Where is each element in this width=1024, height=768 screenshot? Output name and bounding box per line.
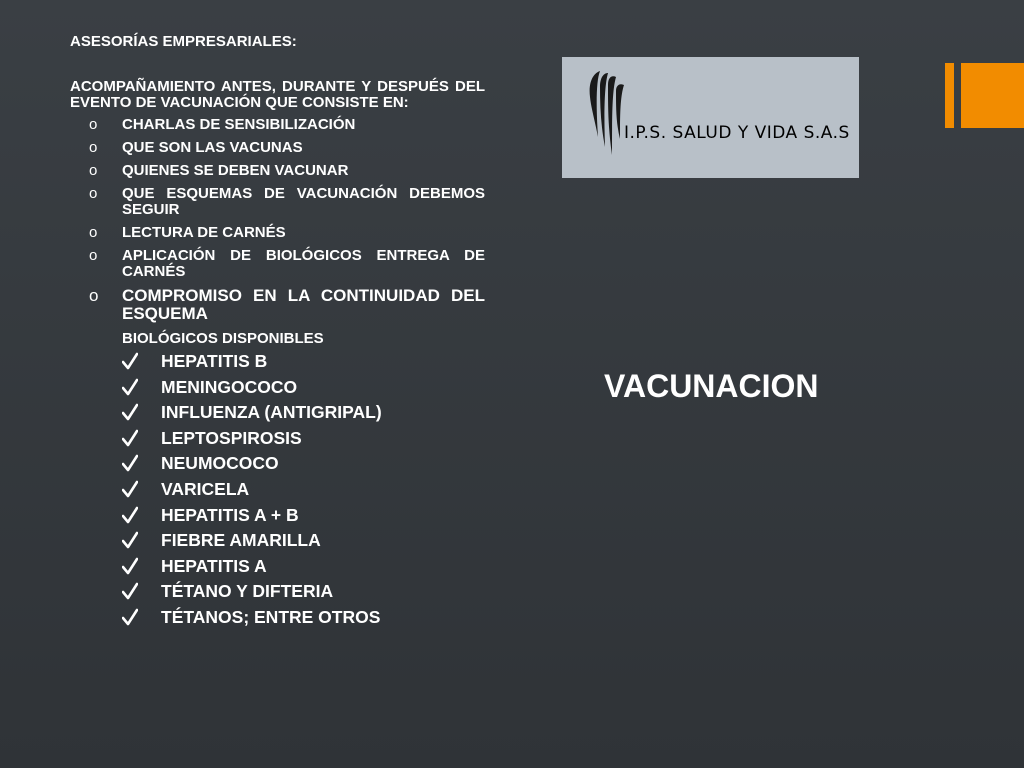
accent-bar-thin bbox=[945, 63, 954, 128]
list-item: o QUE ESQUEMAS DE VACUNACIÓN DEBEMOS SEGUIR bbox=[89, 185, 485, 218]
accent-bar-wide bbox=[961, 63, 1024, 128]
check-mark-icon bbox=[122, 582, 138, 600]
bullet-icon: o bbox=[89, 139, 98, 156]
logo-text: I.P.S. SALUD Y VIDA S.A.S bbox=[624, 123, 850, 143]
list-item: o COMPROMISO EN LA CONTINUIDAD DEL ESQUEMA bbox=[89, 286, 485, 323]
check-mark-icon bbox=[122, 454, 138, 472]
list-item: HEPATITIS A bbox=[122, 556, 485, 582]
intro-paragraph: ACOMPAÑAMIENTO ANTES, DURANTE Y DESPUÉS DEL EVENTO DE VACUNACIÓN QUE CONSISTE EN: bbox=[70, 78, 485, 111]
list-item: MENINGOCOCO bbox=[122, 377, 485, 403]
check-mark-icon bbox=[122, 403, 138, 421]
available-biologicals-label: BIOLÓGICOS DISPONIBLES bbox=[122, 330, 324, 347]
slide-title: VACUNACION bbox=[604, 368, 819, 404]
check-mark-icon bbox=[122, 480, 138, 498]
check-mark-icon bbox=[122, 429, 138, 447]
list-item: o APLICACIÓN DE BIOLÓGICOS ENTREGA DE CARNÉS bbox=[89, 247, 485, 280]
check-mark-icon bbox=[122, 531, 138, 549]
bullet-icon: o bbox=[89, 185, 98, 202]
logo-mark-icon bbox=[586, 67, 626, 159]
list-item: TÉTANO Y DIFTERIA bbox=[122, 581, 485, 607]
list-item: FIEBRE AMARILLA bbox=[122, 530, 485, 556]
check-mark-icon bbox=[122, 506, 138, 524]
list-item: HEPATITIS A + B bbox=[122, 505, 485, 531]
bullet-icon: o bbox=[89, 247, 98, 264]
check-mark-icon bbox=[122, 352, 138, 370]
company-logo bbox=[562, 57, 859, 178]
bullet-icon: o bbox=[89, 286, 99, 305]
bullet-icon: o bbox=[89, 116, 98, 133]
list-item: NEUMOCOCO bbox=[122, 453, 485, 479]
list-item: o QUE SON LAS VACUNAS bbox=[89, 139, 303, 156]
list-item: VARICELA bbox=[122, 479, 485, 505]
check-mark-icon bbox=[122, 608, 138, 626]
list-item: o CHARLAS DE SENSIBILIZACIÓN bbox=[89, 116, 356, 133]
section-heading: ASESORÍAS EMPRESARIALES: bbox=[70, 33, 297, 50]
list-item: o LECTURA DE CARNÉS bbox=[89, 224, 286, 241]
activities-list bbox=[70, 117, 485, 323]
list-item: o QUIENES SE DEBEN VACUNAR bbox=[89, 162, 349, 179]
check-mark-icon bbox=[122, 557, 138, 575]
bullet-icon: o bbox=[89, 162, 98, 179]
content-left bbox=[70, 33, 485, 633]
list-item: HEPATITIS B bbox=[122, 351, 485, 377]
bullet-icon: o bbox=[89, 224, 98, 241]
list-item: LEPTOSPIROSIS bbox=[122, 428, 485, 454]
list-item: TÉTANOS; ENTRE OTROS bbox=[122, 607, 485, 633]
list-item: INFLUENZA (ANTIGRIPAL) bbox=[122, 402, 485, 428]
biologicals-list bbox=[70, 351, 485, 633]
check-mark-icon bbox=[122, 378, 138, 396]
